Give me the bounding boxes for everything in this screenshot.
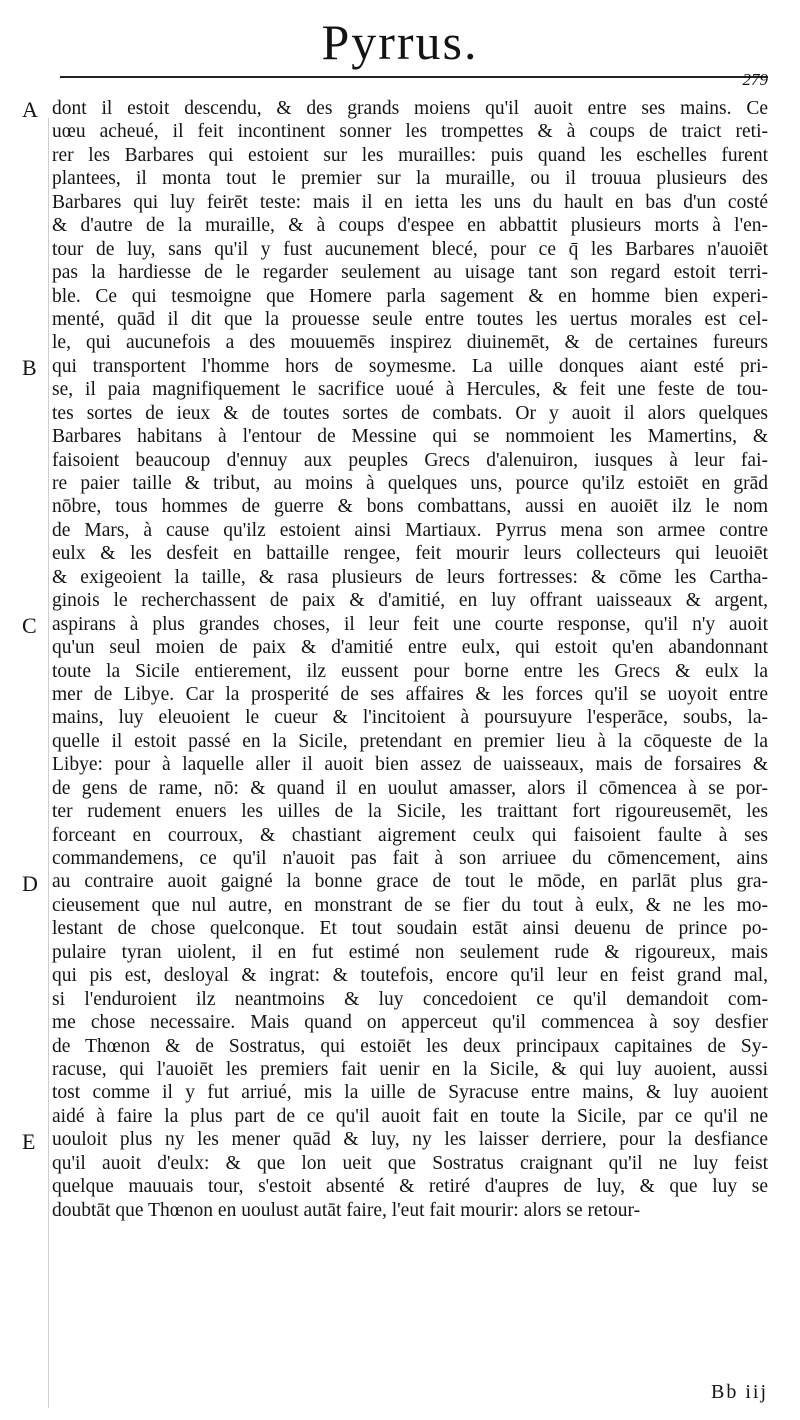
text-line: ginois le recherchassent de paix & d'amitié, en luy offrant uaisseaux & argent,	[52, 590, 768, 612]
text-line: racuse, qui l'auoiēt les premiers fait uenir en la Sicile, & qui luy auoient, aussi	[52, 1058, 768, 1080]
running-head-title: Pyrrus.	[321, 14, 479, 70]
text-line: lestant de chose quelconque. Et tout soudain estāt ainsi deuenu de prince po-	[52, 918, 768, 940]
page-number: 279	[742, 70, 768, 89]
signature-mark: Bb iij	[710, 1381, 768, 1403]
text-line: Libye: pour à laquelle aller il auoit bien assez de uaisseaux, mais de forsaires &	[52, 754, 768, 776]
text-line: uouloit plus ny les mener quād & luy, ny les laisser derriere, pour la desfiance	[52, 1129, 768, 1151]
text-line: plantees, il monta tout le premier sur la muraille, ou il trouua plusieurs des	[52, 168, 768, 190]
text-line: Barbares habitans à l'entour de Messine qui se nommoient les Mamertins, &	[52, 426, 768, 448]
text-line: aidé à faire la plus part de ce qu'il auoit fait en toute la Sicile, par ce qu'il ne	[52, 1105, 768, 1127]
text-line: faisoient beaucoup d'ennuy aux peuples Grecs d'alenuiron, iusques à leur fai-	[52, 449, 768, 471]
text-line: tost comme il y fut arriué, mis la uille de Syracuse entre mains, & luy auoient	[52, 1082, 768, 1104]
text-line: tour de luy, sans qu'il y fust aucunement blecé, pour ce q̄ les Barbares n'auoiēt	[52, 238, 768, 260]
text-line: dont il estoit descendu, & des grands moiens qu'il auoit entre ses mains. Ce	[52, 98, 768, 119]
text-line: me chose necessaire. Mais quand on apperceut qu'il commencea à soy desfier	[52, 1012, 768, 1034]
text-line: de Mars, à cause qu'ilz estoient ainsi Martiaux. Pyrrus mena son armee contre	[52, 519, 768, 541]
text-line: rer les Barbares qui estoient sur les murailles: puis quand les eschelles furent	[52, 144, 768, 166]
text-line: qu'un seul moien de paix & d'amitié entre eulx, qui estoit qu'en abandonnant	[52, 637, 768, 659]
body-text	[52, 97, 768, 1222]
text-line: aspirans à plus grandes choses, il leur feit une courte response, qu'il n'y auoit	[52, 613, 768, 635]
text-line: eulx & les desfeit en battaille rengee, feit mourir leurs collecteurs qui leuoiēt	[52, 543, 768, 565]
text-line: uœu acheué, il feit incontinent sonner les trompettes & à coups de traict reti-	[52, 121, 768, 143]
text-line: menté, quād il dit que la prouesse seule entre toutes les uertus morales est cel-	[52, 308, 768, 330]
text-line: & d'autre de la muraille, & à coups d'espee en abbattit plusieurs morts à l'en-	[52, 215, 768, 237]
text-line: au contraire auoit gaigné la bonne grace de tout le mōde, en parlāt plus gra-	[52, 871, 768, 893]
text-line: quelle il estoit passé en la Sicile, pretendant en premier lieu à la cōqueste de la	[52, 730, 768, 752]
margin-section-letter: C	[22, 612, 37, 638]
text-line: commandemens, ce qu'il n'auoit pas fait à son arriuee du cōmencement, ains	[52, 848, 768, 869]
text-line: ble. Ce qui tesmoigne que Homere parla sagement & en homme bien experi-	[52, 285, 768, 307]
text-line: re paier taille & tribut, au moins à quelques uns, pource qu'ilz estoiēt en grād	[52, 473, 768, 494]
text-line: si l'enduroient ilz neantmoins & luy concedoient ce qu'il demandoit com-	[52, 988, 768, 1010]
text-line: le, qui aucunefois a des mouuemēs inspirez diuinemēt, & de certaines fureurs	[52, 332, 768, 354]
text-line: mer de Libye. Car la prosperité de ses affaires & les forces qu'il se uoyoit entre	[52, 683, 768, 705]
text-line: pulaire tyran uiolent, il en fut estimé non seulement rude & rigoureux, mais	[52, 941, 768, 963]
text-line: forceant en courroux, & chastiant aigrement ceulx qui faisoient faulte à ses	[52, 824, 768, 846]
text-line: Barbares qui luy feirēt teste: mais il en ietta les uns du hault en bas d'un costé	[52, 191, 768, 213]
text-line: qu'il auoit d'eulx: & que lon ueit que Sostratus craignant qu'il ne luy feist	[52, 1152, 768, 1174]
text-line: se, il paia magnifiquement le sacrifice uoué à Hercules, & feit une feste de tou-	[52, 379, 768, 401]
text-line: nōbre, tous hommes de guerre & bons combattans, aussi en auoiēt ilz le nom	[52, 496, 768, 518]
margin-rule	[48, 118, 49, 1408]
margin-section-letter: D	[22, 870, 38, 896]
text-line: quelque mauuais tour, s'estoit absenté & retiré d'aupres de luy, & que luy se	[52, 1176, 768, 1198]
text-line: de gens de rame, nō: & quand il en uoulut amasser, alors il cōmencea à se por-	[52, 777, 768, 799]
text-line: pas la hardiesse de le regarder seulement au uisage tant son regard estoit terri-	[52, 262, 768, 284]
text-line: ter rudement enuers les uilles de la Sicile, les traittant fort rigoureusemēt, les	[52, 801, 768, 823]
margin-section-letter: E	[22, 1128, 36, 1154]
text-line: de Thœnon & de Sostratus, qui estoiēt les deux principaux capitaines de Sy-	[52, 1035, 768, 1057]
margin-section-letter: B	[22, 354, 37, 380]
text-line: doubtāt que Thœnon en uoulust autāt faire, l'eut fait mourir: alors se retour-	[52, 1199, 641, 1221]
text-line: toute la Sicile entierement, ilz eussent pour borne entre les Grecs & eulx la	[52, 660, 768, 682]
text-line: qui transportent l'homme hors de soymesme. La uille donques aiant esté pri-	[52, 355, 768, 377]
margin-section-letter: A	[22, 97, 38, 122]
text-line: qui pis est, desloyal & ingrat: & toutefois, encore qu'il leur en feist grand mal,	[52, 965, 768, 987]
text-line: & exigeoient la taille, & rasa plusieurs de leurs fortresses: & cōme les Cartha-	[52, 566, 768, 588]
text-line: mains, luy eleuoient le cueur & l'incitoient à poursuyure l'esperāce, soubs, la-	[52, 707, 768, 729]
header-rule	[60, 76, 768, 78]
text-line: tes sortes de ieux & de toutes sortes de combats. Or y auoit il alors quelques	[52, 402, 768, 424]
text-line: cieusement que nul autre, en monstrant de se fier du tout à eulx, & ne les mo-	[52, 894, 768, 916]
